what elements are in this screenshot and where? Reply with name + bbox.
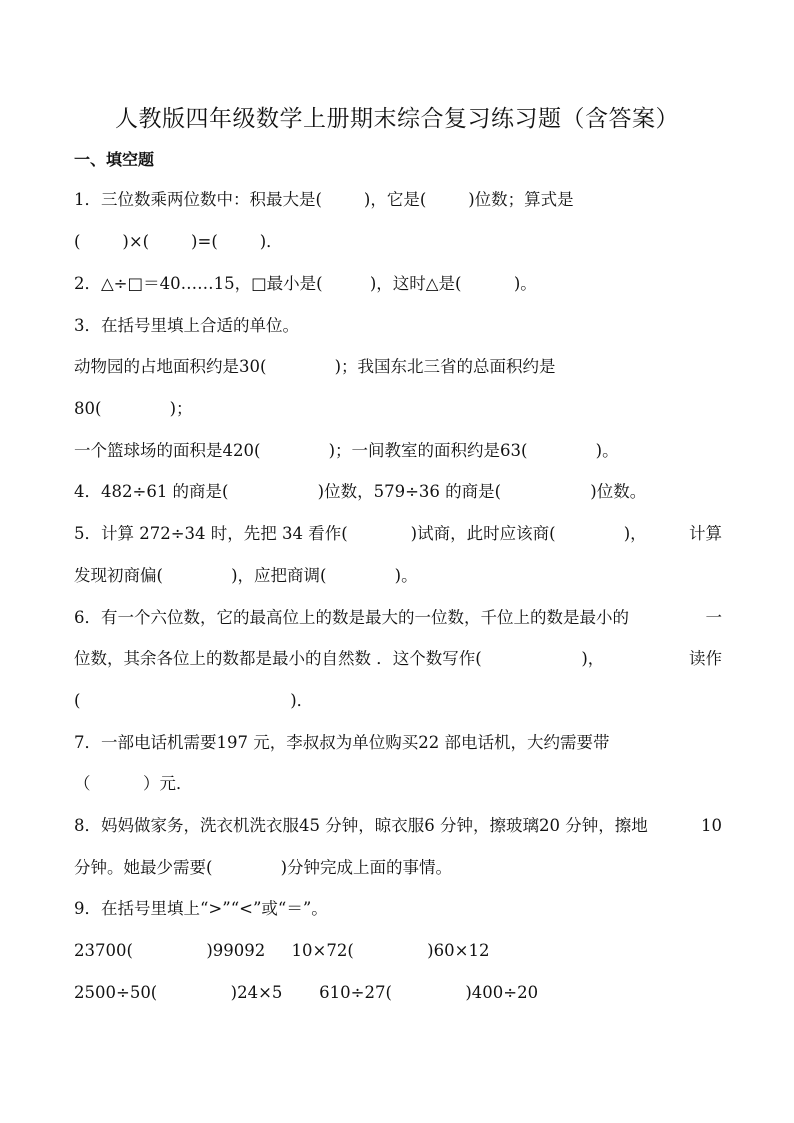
question-6-line-3: ( )． (74, 691, 314, 710)
question-6-line-1 (74, 607, 722, 629)
question-6-line-1-text: 6．有一个六位数，它的最高位上的数是最大的一位数，千位上的数是最小的 (74, 608, 629, 627)
question-3-line-3: 一个篮球场的面积是420( )；一间教室的面积约是63( )。 (74, 441, 619, 460)
question-8-line-1-tail: 10 (701, 816, 722, 835)
question-5-line-1-text: 5．计算 272÷34 时，先把 34 看作( )试商，此时应该商( )， (74, 524, 647, 543)
question-6-line-1-tail: 一 (705, 608, 722, 627)
section-heading: 一、填空题 (74, 150, 155, 169)
page-title: 人教版四年级数学上册期末综合复习练习题（含答案） (115, 106, 679, 132)
question-7-line-1: 7．一部电话机需要197 元，李叔叔为单位购买22 部电话机，大约需要带 (74, 733, 610, 752)
question-9-line-1: 23700( )99092 10×72( )60×12 (74, 941, 490, 960)
question-5-line-1-tail: 计算 (689, 524, 722, 543)
question-8-line-1-text: 8．妈妈做家务，洗衣机洗衣服45 分钟，晾衣服6 分钟，擦玻璃20 分钟，擦地 (74, 816, 648, 835)
question-2: 2．△÷□＝40……15，□最小是( )，这时△是( )。 (74, 274, 537, 293)
question-6-line-2-text: 位数，其余各位上的数都是最小的自然数 ．这个数写作( )， (74, 649, 605, 668)
question-1-line-2: ( )×( )=( )． (74, 232, 283, 251)
question-4: 4．482÷61 的商是( )位数，579÷36 的商是( )位数。 (74, 482, 647, 501)
question-5-line-1 (74, 523, 722, 545)
question-6-line-2 (74, 648, 722, 670)
question-8-line-1 (74, 815, 722, 837)
question-9-line-2: 2500÷50( )24×5 610÷27( )400÷20 (74, 983, 539, 1002)
question-3-line-2: 80( )； (74, 399, 193, 418)
question-9-prompt: 9．在括号里填上“>”“<”或“＝”。 (74, 899, 328, 918)
question-1-line-1: 1．三位数乘两位数中：积最大是( )，它是( )位数；算式是 (74, 190, 574, 209)
question-7-line-2: （ ）元． (74, 774, 193, 793)
question-3-prompt: 3．在括号里填上合适的单位。 (74, 316, 299, 335)
question-5-line-2: 发现初商偏( )，应把商调( )。 (74, 566, 418, 585)
question-6-line-2-tail: 读作 (689, 649, 722, 668)
question-8-line-2: 分钟。她最少需要( )分钟完成上面的事情。 (74, 858, 453, 877)
question-3-line-1: 动物园的占地面积约是30( )；我国东北三省的总面积约是 (74, 357, 556, 376)
